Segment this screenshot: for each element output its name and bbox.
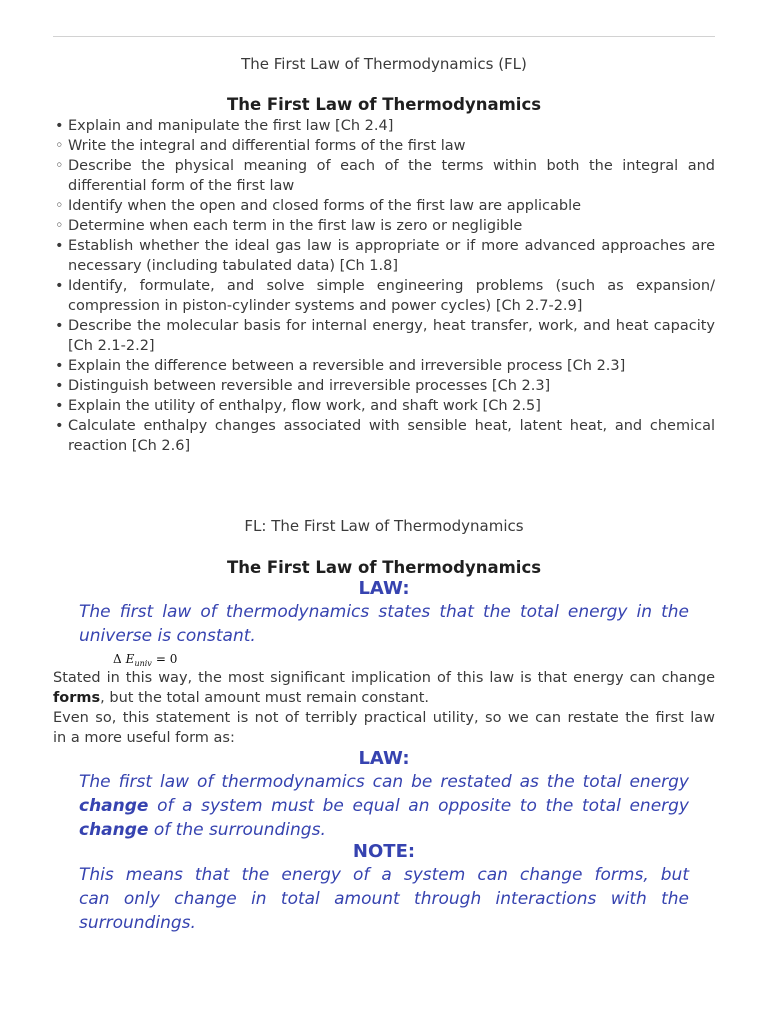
section-header: The First Law of Thermodynamics (FL) — [241, 55, 527, 73]
bullet-hollow-icon: ◦ — [55, 218, 64, 234]
bullet-filled-icon: • — [55, 318, 64, 334]
bullet-filled-icon: • — [55, 238, 64, 254]
objective-line: reaction [Ch 2.6] — [68, 438, 191, 454]
objective-line: necessary (including tabulated data) [Ch 1.8] — [68, 258, 398, 274]
objective-item — [53, 196, 715, 216]
objective-item — [53, 136, 715, 156]
law-text: of a system must be equal an opposite to the total energy — [157, 796, 689, 816]
note-text — [79, 863, 689, 935]
law-statement-line: universe is constant. — [79, 626, 256, 646]
objective-line: Calculate enthalpy changes associated with sensible heat, latent heat, and chemical — [68, 418, 715, 434]
objective-line: Describe the molecular basis for internal energy, heat transfer, work, and heat capacity — [68, 318, 715, 334]
law-label: LAW: — [358, 748, 410, 769]
objective-line: differential form of the first law — [68, 178, 295, 194]
bullet-hollow-icon: ◦ — [55, 138, 64, 154]
law-statement — [79, 600, 689, 648]
law-statement-line — [79, 794, 689, 818]
note-line: surroundings. — [79, 913, 196, 933]
objective-item — [53, 276, 715, 316]
objective-line: Determine when each term in the first law is zero or negligible — [68, 218, 523, 234]
law-statement-line: The first law of thermodynamics states that the total energy in the — [79, 602, 689, 622]
bullet-hollow-icon: ◦ — [55, 198, 64, 214]
objective-line: Establish whether the ideal gas law is appropriate or if more advanced approaches are — [68, 238, 715, 254]
law-restatement — [79, 770, 689, 842]
bullet-filled-icon: • — [55, 398, 64, 414]
objective-line: Explain the utility of enthalpy, flow work, and shaft work [Ch 2.5] — [68, 398, 541, 414]
bullet-hollow-icon: ◦ — [55, 158, 64, 174]
objective-line: Identify, formulate, and solve simple engineering problems (such as expansion/ — [68, 278, 715, 294]
body-paragraph-line: Even so, this statement is not of terribly practical utility, so we can restate the first law — [53, 710, 715, 726]
bullet-filled-icon: • — [55, 278, 64, 294]
note-line: can only change in total amount through interactions with the — [79, 889, 689, 909]
section-title: The First Law of Thermodynamics — [226, 95, 542, 114]
note-label: NOTE: — [352, 841, 416, 862]
equation-variable: E — [125, 652, 135, 666]
objective-item — [53, 156, 715, 196]
objective-item — [53, 356, 715, 376]
law-label: LAW: — [358, 578, 410, 599]
objective-line: Identify when the open and closed forms of the first law are applicable — [68, 198, 582, 214]
objective-item — [53, 396, 715, 416]
objective-item — [53, 236, 715, 276]
top-divider — [53, 36, 715, 37]
law-statement-line: The first law of thermodynamics can be restated as the total energy — [79, 772, 689, 792]
emphasis-text: change — [79, 820, 149, 840]
objective-line: Distinguish between reversible and irreversible processes [Ch 2.3] — [68, 378, 551, 394]
equation-rhs: = 0 — [155, 652, 178, 666]
body-paragraph-line: in a more useful form as: — [53, 730, 235, 746]
objective-line: Explain and manipulate the first law [Ch 2.4] — [68, 118, 394, 134]
bullet-filled-icon: • — [55, 358, 64, 374]
law-statement-line — [79, 818, 689, 842]
body-paragraph-line: Stated in this way, the most significant implication of this law is that energy can change — [53, 670, 715, 686]
objective-item — [53, 216, 715, 236]
equation-subscript: univ — [134, 659, 152, 668]
note-line: This means that the energy of a system can change forms, but — [79, 865, 689, 885]
objective-item — [53, 316, 715, 356]
section-header: FL: The First Law of Thermodynamics — [244, 517, 524, 535]
section-title: The First Law of Thermodynamics — [226, 558, 542, 577]
body-text: , but the total amount must remain constant. — [100, 690, 430, 706]
objective-item — [53, 376, 715, 396]
emphasis-text: change — [79, 796, 149, 816]
bullet-filled-icon: • — [55, 378, 64, 394]
bullet-filled-icon: • — [55, 118, 64, 134]
objective-item — [53, 116, 715, 136]
objective-item — [53, 416, 715, 456]
body-paragraph — [53, 668, 715, 748]
objective-line: Describe the physical meaning of each of the terms within both the integral and — [68, 158, 715, 174]
objective-line: Write the integral and differential forms of the first law — [68, 138, 466, 154]
delta-symbol: Δ — [113, 652, 122, 666]
law-text: of the surroundings. — [153, 820, 326, 840]
objectives-list — [53, 116, 715, 456]
emphasis-text: forms — [53, 690, 101, 706]
bullet-filled-icon: • — [55, 418, 64, 434]
objective-line: Explain the difference between a reversible and irreversible process [Ch 2.3] — [68, 358, 626, 374]
body-paragraph-line — [53, 688, 715, 708]
objective-line: compression in piston-cylinder systems and power cycles) [Ch 2.7-2.9] — [68, 298, 583, 314]
objective-line: [Ch 2.1-2.2] — [68, 338, 155, 354]
